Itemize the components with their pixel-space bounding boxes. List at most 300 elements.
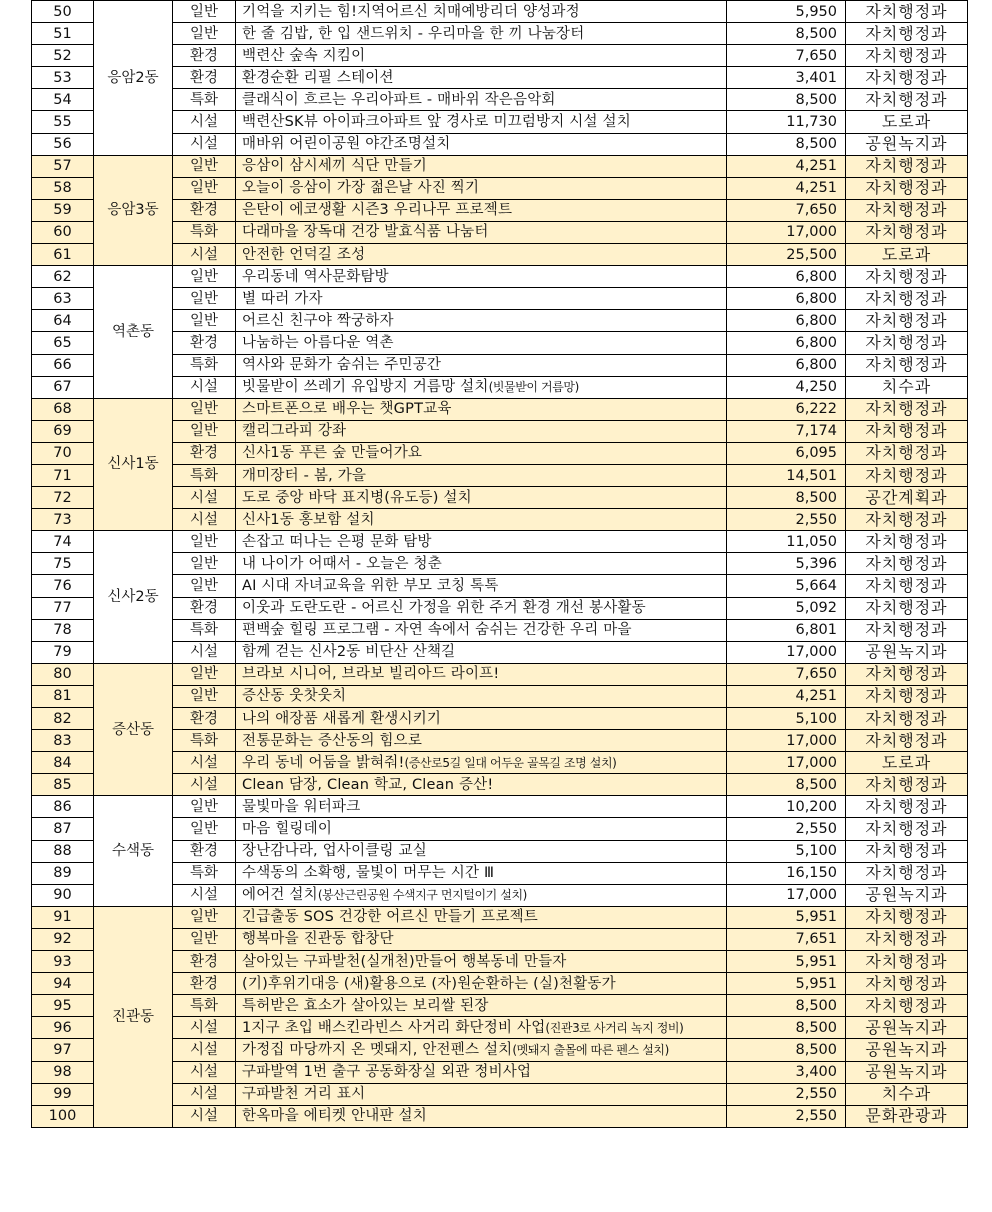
department-cell: 자치행정과 (846, 442, 968, 464)
table-row (32, 332, 968, 354)
project-title-cell (236, 310, 727, 332)
department-cell: 자치행정과 (846, 774, 968, 796)
project-title-note: (빗물받이 거름망) (488, 380, 579, 395)
project-title-cell (236, 553, 727, 575)
district-cell: 응암2동 (94, 1, 173, 156)
department-cell: 자치행정과 (846, 23, 968, 45)
row-number-cell: 63 (32, 288, 94, 310)
project-title-cell (236, 575, 727, 597)
project-title-text: 개미장터 - 봄, 가을 (242, 467, 367, 484)
department-cell: 자치행정과 (846, 796, 968, 818)
project-title-text: 에어건 설치 (242, 887, 318, 904)
table-row (32, 487, 968, 509)
category-cell: 일반 (173, 23, 236, 45)
project-title-cell (236, 398, 727, 420)
department-cell: 자치행정과 (846, 464, 968, 486)
row-number-cell: 91 (32, 906, 94, 928)
amount-cell: 2,550 (727, 509, 846, 531)
project-title-note: (멧돼지 출몰에 따른 펜스 설치) (512, 1042, 669, 1057)
amount-cell: 8,500 (727, 133, 846, 155)
table-row (32, 199, 968, 221)
department-cell: 자치행정과 (846, 708, 968, 730)
project-title-cell (236, 288, 727, 310)
table-row (32, 89, 968, 111)
row-number-cell: 93 (32, 951, 94, 973)
project-title-cell (236, 796, 727, 818)
amount-cell: 7,650 (727, 45, 846, 67)
department-cell: 자치행정과 (846, 995, 968, 1017)
department-cell: 자치행정과 (846, 354, 968, 376)
department-cell: 자치행정과 (846, 973, 968, 995)
project-title-cell (236, 244, 727, 266)
amount-cell: 7,650 (727, 663, 846, 685)
project-title-cell (236, 862, 727, 884)
project-title-text: 어르신 친구야 짝궁하자 (242, 312, 394, 329)
project-title-text: 살아있는 구파발천(실개천)만들어 행복동네 만들자 (242, 953, 567, 970)
department-cell: 자치행정과 (846, 332, 968, 354)
table-row (32, 641, 968, 663)
table-row (32, 553, 968, 575)
department-cell: 자치행정과 (846, 45, 968, 67)
category-cell: 환경 (173, 45, 236, 67)
project-title-text: 내 나이가 어때서 - 오늘은 청춘 (242, 555, 442, 572)
project-title-cell (236, 951, 727, 973)
amount-cell: 4,251 (727, 155, 846, 177)
project-title-text: 나의 애장품 새롭게 환생시키기 (242, 710, 442, 727)
project-title-cell (236, 509, 727, 531)
row-number-cell: 89 (32, 862, 94, 884)
row-number-cell: 60 (32, 221, 94, 243)
amount-cell: 8,500 (727, 774, 846, 796)
amount-cell: 25,500 (727, 244, 846, 266)
project-title-cell (236, 133, 727, 155)
amount-cell: 4,250 (727, 376, 846, 398)
table-row (32, 951, 968, 973)
amount-cell: 5,951 (727, 951, 846, 973)
category-cell: 특화 (173, 730, 236, 752)
row-number-cell: 84 (32, 752, 94, 774)
amount-cell: 8,500 (727, 1017, 846, 1039)
project-title-text: 우리 동네 어둠을 밝혀줘! (242, 754, 405, 771)
project-title-cell (236, 752, 727, 774)
table-row (32, 575, 968, 597)
row-number-cell: 66 (32, 354, 94, 376)
category-cell: 특화 (173, 354, 236, 376)
amount-cell: 7,650 (727, 199, 846, 221)
project-title-text: 구파발역 1번 출구 공동화장실 외관 정비사업 (242, 1064, 532, 1081)
row-number-cell: 69 (32, 420, 94, 442)
amount-cell: 6,800 (727, 354, 846, 376)
project-title-text: 클래식이 흐르는 우리아파트 - 매바위 작은음악회 (242, 91, 556, 108)
amount-cell: 17,000 (727, 752, 846, 774)
department-cell: 자치행정과 (846, 906, 968, 928)
category-cell: 일반 (173, 177, 236, 199)
category-cell: 일반 (173, 310, 236, 332)
project-title-cell (236, 531, 727, 553)
table-row (32, 685, 968, 707)
department-cell: 공원녹지과 (846, 1061, 968, 1083)
table-row (32, 45, 968, 67)
amount-cell: 11,050 (727, 531, 846, 553)
category-cell: 환경 (173, 67, 236, 89)
department-cell: 자치행정과 (846, 67, 968, 89)
row-number-cell: 87 (32, 818, 94, 840)
category-cell: 환경 (173, 332, 236, 354)
department-cell: 공원녹지과 (846, 641, 968, 663)
project-title-text: 마음 힐링데이 (242, 821, 333, 838)
table-row (32, 1083, 968, 1105)
category-cell: 일반 (173, 928, 236, 950)
project-title-text: 우리동네 역사문화탐방 (242, 268, 389, 285)
department-cell: 자치행정과 (846, 177, 968, 199)
table-row (32, 177, 968, 199)
category-cell: 환경 (173, 442, 236, 464)
row-number-cell: 61 (32, 244, 94, 266)
project-title-text: 구파발천 거리 표시 (242, 1086, 366, 1103)
row-number-cell: 78 (32, 619, 94, 641)
table-row (32, 973, 968, 995)
row-number-cell: 92 (32, 928, 94, 950)
row-number-cell: 55 (32, 111, 94, 133)
department-cell: 공원녹지과 (846, 1017, 968, 1039)
amount-cell: 6,222 (727, 398, 846, 420)
department-cell: 자치행정과 (846, 155, 968, 177)
department-cell: 자치행정과 (846, 730, 968, 752)
category-cell: 환경 (173, 597, 236, 619)
category-cell: 환경 (173, 840, 236, 862)
project-title-text: 이웃과 도란도란 - 어르신 가정을 위한 주거 환경 개선 봉사활동 (242, 600, 646, 617)
department-cell: 자치행정과 (846, 531, 968, 553)
project-title-cell (236, 973, 727, 995)
row-number-cell: 67 (32, 376, 94, 398)
table-row (32, 1061, 968, 1083)
project-title-note: (봉산근린공원 수색지구 먼지털이기 설치) (317, 888, 527, 903)
table-row (32, 111, 968, 133)
amount-cell: 5,100 (727, 840, 846, 862)
row-number-cell: 79 (32, 641, 94, 663)
department-cell: 자치행정과 (846, 221, 968, 243)
table-row (32, 730, 968, 752)
department-cell: 자치행정과 (846, 420, 968, 442)
row-number-cell: 88 (32, 840, 94, 862)
project-title-text: 나눔하는 아름다운 역촌 (242, 334, 394, 351)
department-cell: 도로과 (846, 752, 968, 774)
project-title-text: 가정집 마당까지 온 멧돼지, 안전펜스 설치 (242, 1041, 513, 1058)
table-row (32, 133, 968, 155)
category-cell: 특화 (173, 619, 236, 641)
table-row (32, 906, 968, 928)
category-cell: 시설 (173, 1105, 236, 1127)
project-title-cell (236, 487, 727, 509)
amount-cell: 6,801 (727, 619, 846, 641)
amount-cell: 6,095 (727, 442, 846, 464)
project-title-text: 매바위 어린이공원 야간조명설치 (242, 136, 451, 153)
project-title-text: 긴급출동 SOS 건강한 어르신 만들기 프로젝트 (242, 909, 538, 926)
department-cell: 자치행정과 (846, 685, 968, 707)
project-title-cell (236, 442, 727, 464)
district-cell: 수색동 (94, 796, 173, 906)
table-row (32, 376, 968, 398)
amount-cell: 8,500 (727, 23, 846, 45)
category-cell: 일반 (173, 575, 236, 597)
table-row (32, 442, 968, 464)
project-title-text: 스마트폰으로 배우는 챗GPT교육 (242, 401, 452, 418)
table-row (32, 818, 968, 840)
table-row (32, 995, 968, 1017)
table-row (32, 752, 968, 774)
district-cell: 신사2동 (94, 531, 173, 664)
row-number-cell: 95 (32, 995, 94, 1017)
project-title-text: 도로 중앙 바닥 표지병(유도등) 설치 (242, 489, 472, 506)
project-title-cell (236, 730, 727, 752)
row-number-cell: 75 (32, 553, 94, 575)
project-title-cell (236, 840, 727, 862)
project-title-text: 백련산SK뷰 아이파크아파트 앞 경사로 미끄럼방지 시설 설치 (242, 114, 631, 131)
project-title-cell (236, 266, 727, 288)
table-row (32, 509, 968, 531)
department-cell: 자치행정과 (846, 597, 968, 619)
row-number-cell: 86 (32, 796, 94, 818)
project-title-text: 기억을 지키는 힘!지역어르신 치매예방리더 양성과정 (242, 3, 580, 20)
row-number-cell: 96 (32, 1017, 94, 1039)
row-number-cell: 59 (32, 199, 94, 221)
project-title-text: 빗물받이 쓰레기 유입방지 거름망 설치 (242, 379, 489, 396)
amount-cell: 10,200 (727, 796, 846, 818)
district-cell: 역촌동 (94, 266, 173, 399)
project-title-text: 백련산 숲속 지킴이 (242, 47, 366, 64)
amount-cell: 8,500 (727, 487, 846, 509)
table-row (32, 266, 968, 288)
amount-cell: 5,664 (727, 575, 846, 597)
row-number-cell: 70 (32, 442, 94, 464)
amount-cell: 5,950 (727, 1, 846, 23)
department-cell: 자치행정과 (846, 818, 968, 840)
table-row (32, 708, 968, 730)
project-title-text: 은탄이 에코생활 시즌3 우리나무 프로젝트 (242, 202, 513, 219)
row-number-cell: 62 (32, 266, 94, 288)
category-cell: 일반 (173, 398, 236, 420)
table-row (32, 597, 968, 619)
table-row (32, 354, 968, 376)
row-number-cell: 82 (32, 708, 94, 730)
project-title-cell (236, 376, 727, 398)
amount-cell: 7,651 (727, 928, 846, 950)
category-cell: 일반 (173, 266, 236, 288)
table-row (32, 796, 968, 818)
row-number-cell: 97 (32, 1039, 94, 1061)
category-cell: 일반 (173, 1, 236, 23)
category-cell: 환경 (173, 708, 236, 730)
project-title-cell (236, 818, 727, 840)
project-title-note: (증산로5길 일대 어두운 골목길 조명 설치) (404, 755, 617, 770)
table-row (32, 398, 968, 420)
department-cell: 자치행정과 (846, 509, 968, 531)
project-title-cell (236, 177, 727, 199)
department-cell: 공원녹지과 (846, 1039, 968, 1061)
table-row (32, 420, 968, 442)
category-cell: 일반 (173, 685, 236, 707)
amount-cell: 3,401 (727, 67, 846, 89)
category-cell: 일반 (173, 663, 236, 685)
project-title-text: (기)후위기대응 (새)활용으로 (자)원순환하는 (실)천활동가 (242, 975, 616, 992)
row-number-cell: 68 (32, 398, 94, 420)
table-row (32, 67, 968, 89)
amount-cell: 5,092 (727, 597, 846, 619)
table-row (32, 464, 968, 486)
project-title-cell (236, 199, 727, 221)
project-title-cell (236, 906, 727, 928)
department-cell: 자치행정과 (846, 553, 968, 575)
project-title-cell (236, 1083, 727, 1105)
category-cell: 시설 (173, 774, 236, 796)
category-cell: 일반 (173, 420, 236, 442)
project-title-cell (236, 708, 727, 730)
project-title-text: 신사1동 홍보함 설치 (242, 511, 375, 528)
project-title-cell (236, 1105, 727, 1127)
table-row (32, 244, 968, 266)
district-cell: 증산동 (94, 663, 173, 796)
project-title-text: 증산동 웃찻웃치 (242, 688, 347, 705)
amount-cell: 11,730 (727, 111, 846, 133)
project-title-text: 브라보 시니어, 브라보 빌리아드 라이프! (242, 666, 500, 683)
category-cell: 시설 (173, 1061, 236, 1083)
row-number-cell: 58 (32, 177, 94, 199)
amount-cell: 2,550 (727, 818, 846, 840)
project-title-cell (236, 89, 727, 111)
project-title-cell (236, 45, 727, 67)
district-cell: 진관동 (94, 906, 173, 1127)
row-number-cell: 65 (32, 332, 94, 354)
project-title-note: (진관3로 사거리 녹지 정비) (545, 1020, 684, 1035)
amount-cell: 4,251 (727, 177, 846, 199)
project-title-text: 한 줄 김밥, 한 입 샌드위치 - 우리마을 한 끼 나눔장터 (242, 25, 585, 42)
row-number-cell: 76 (32, 575, 94, 597)
project-title-cell (236, 928, 727, 950)
category-cell: 시설 (173, 509, 236, 531)
amount-cell: 5,100 (727, 708, 846, 730)
project-title-text: 캘리그라피 강좌 (242, 423, 347, 440)
category-cell: 일반 (173, 155, 236, 177)
table-row (32, 23, 968, 45)
row-number-cell: 98 (32, 1061, 94, 1083)
department-cell: 도로과 (846, 111, 968, 133)
project-title-cell (236, 995, 727, 1017)
table-row (32, 619, 968, 641)
project-title-cell (236, 155, 727, 177)
amount-cell: 8,500 (727, 1039, 846, 1061)
department-cell: 자치행정과 (846, 575, 968, 597)
row-number-cell: 51 (32, 23, 94, 45)
table-row (32, 288, 968, 310)
amount-cell: 8,500 (727, 89, 846, 111)
row-number-cell: 71 (32, 464, 94, 486)
category-cell: 시설 (173, 244, 236, 266)
category-cell: 특화 (173, 995, 236, 1017)
amount-cell: 16,150 (727, 862, 846, 884)
project-title-cell (236, 111, 727, 133)
amount-cell: 7,174 (727, 420, 846, 442)
row-number-cell: 64 (32, 310, 94, 332)
table-row (32, 884, 968, 906)
department-cell: 공원녹지과 (846, 133, 968, 155)
category-cell: 시설 (173, 133, 236, 155)
row-number-cell: 80 (32, 663, 94, 685)
project-title-text: 수색동의 소확행, 물빛이 머무는 시간 Ⅲ (242, 865, 495, 882)
amount-cell: 6,800 (727, 310, 846, 332)
category-cell: 일반 (173, 796, 236, 818)
project-title-cell (236, 23, 727, 45)
project-title-cell (236, 1017, 727, 1039)
row-number-cell: 73 (32, 509, 94, 531)
department-cell: 치수과 (846, 1083, 968, 1105)
table-row (32, 663, 968, 685)
project-title-text: AI 시대 자녀교육을 위한 부모 코칭 톡톡 (242, 577, 499, 594)
department-cell: 문화관광과 (846, 1105, 968, 1127)
row-number-cell: 85 (32, 774, 94, 796)
department-cell: 자치행정과 (846, 840, 968, 862)
category-cell: 시설 (173, 884, 236, 906)
row-number-cell: 81 (32, 685, 94, 707)
row-number-cell: 100 (32, 1105, 94, 1127)
department-cell: 자치행정과 (846, 1, 968, 23)
department-cell: 도로과 (846, 244, 968, 266)
project-title-text: 다래마을 장독대 건강 발효식품 나눔터 (242, 224, 489, 241)
row-number-cell: 54 (32, 89, 94, 111)
category-cell: 일반 (173, 553, 236, 575)
row-number-cell: 56 (32, 133, 94, 155)
row-number-cell: 90 (32, 884, 94, 906)
project-title-cell (236, 685, 727, 707)
category-cell: 시설 (173, 1039, 236, 1061)
project-title-text: 전통문화는 증산동의 힘으로 (242, 732, 423, 749)
project-title-cell (236, 1, 727, 23)
category-cell: 특화 (173, 464, 236, 486)
project-title-cell (236, 221, 727, 243)
department-cell: 자치행정과 (846, 951, 968, 973)
amount-cell: 2,550 (727, 1105, 846, 1127)
project-title-cell (236, 597, 727, 619)
project-title-text: 오늘이 응삼이 가장 젊은날 사진 찍기 (242, 180, 480, 197)
row-number-cell: 52 (32, 45, 94, 67)
row-number-cell: 50 (32, 1, 94, 23)
table-row (32, 1017, 968, 1039)
project-title-text: 1지구 초입 배스킨라빈스 사거리 화단정비 사업 (242, 1019, 546, 1036)
table-row (32, 221, 968, 243)
department-cell: 공간계획과 (846, 487, 968, 509)
amount-cell: 17,000 (727, 884, 846, 906)
category-cell: 시설 (173, 111, 236, 133)
amount-cell: 6,800 (727, 332, 846, 354)
category-cell: 시설 (173, 487, 236, 509)
table-row (32, 928, 968, 950)
table-row (32, 862, 968, 884)
category-cell: 시설 (173, 1017, 236, 1039)
category-cell: 환경 (173, 951, 236, 973)
amount-cell: 5,951 (727, 973, 846, 995)
project-title-text: Clean 담장, Clean 학교, Clean 증산! (242, 776, 494, 793)
project-title-cell (236, 464, 727, 486)
department-cell: 자치행정과 (846, 199, 968, 221)
category-cell: 특화 (173, 221, 236, 243)
category-cell: 일반 (173, 906, 236, 928)
project-title-text: 손잡고 떠나는 은평 문화 탐방 (242, 533, 432, 550)
project-title-text: 행복마을 진관동 합창단 (242, 931, 394, 948)
table-row (32, 310, 968, 332)
project-title-text: 별 따러 가자 (242, 290, 323, 307)
category-cell: 특화 (173, 89, 236, 111)
category-cell: 시설 (173, 752, 236, 774)
department-cell: 자치행정과 (846, 266, 968, 288)
